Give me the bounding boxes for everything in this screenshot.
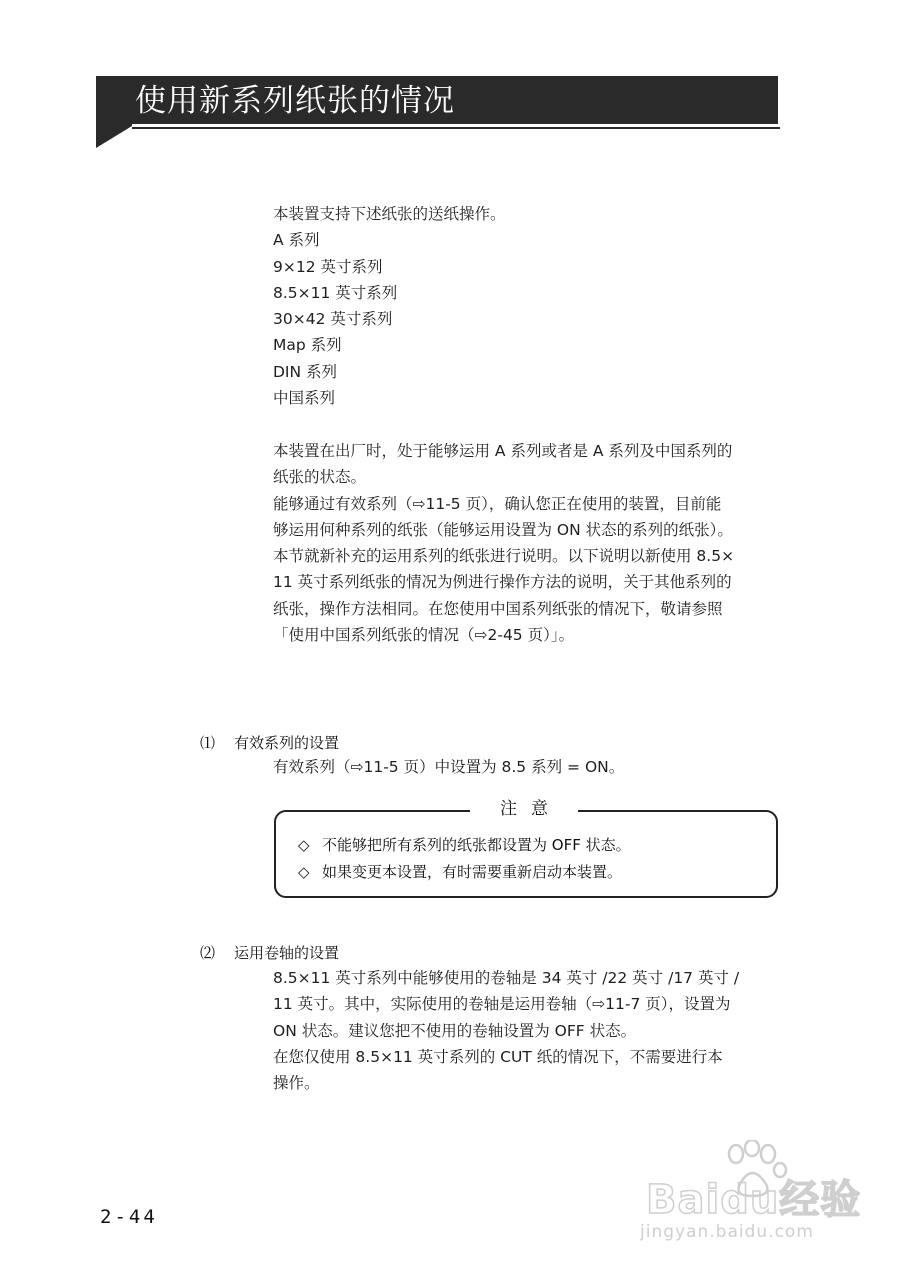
section2-heading: [200, 941, 339, 965]
series-item: Map 系列: [273, 336, 342, 355]
section2-body: [273, 965, 785, 1096]
section1-title: 有效系列的设置: [234, 734, 340, 752]
description-line: 能够通过有效系列（⇨11-5 页），确认您正在使用的装置，目前能: [273, 494, 722, 513]
baidu-watermark: [640, 1140, 880, 1250]
diamond-bullet-icon: ◇: [298, 836, 310, 854]
series-item: 30×42 英寸系列: [273, 310, 393, 329]
section1-body: 有效系列（⇨11-5 页）中设置为 8.5 系列 = ON。: [273, 758, 625, 776]
section1-heading: [200, 731, 339, 755]
banner-rule: [132, 124, 780, 126]
watermark-url: jingyan.baidu.com: [640, 1222, 814, 1242]
note-item: [298, 832, 631, 859]
note-item-text: 如果变更本设置，有时需要重新启动本装置。: [322, 863, 623, 881]
diamond-bullet-icon: ◇: [298, 863, 310, 881]
description-line: 「使用中国系列纸张的情况（⇨2-45 页）」。: [273, 626, 575, 645]
note-item: [298, 859, 631, 886]
section2-number: ⑵: [200, 944, 216, 962]
section2-line: 在您仅使用 8.5×11 英寸系列的 CUT 纸的情况下，不需要进行本: [273, 1047, 723, 1066]
series-item: 8.5×11 英寸系列: [273, 283, 398, 302]
page-number: 2-44: [100, 1206, 158, 1228]
description-line: 纸张，操作方法相同。在您使用中国系列纸张的情况下，敬请参照: [273, 599, 723, 618]
intro-block: [273, 201, 785, 411]
note-list: [298, 832, 631, 886]
section2-line: 11 英寸。其中，实际使用的卷轴是运用卷轴（⇨11-7 页），设置为: [273, 995, 731, 1014]
description-line: 11 英寸系列纸张的情况为例进行操作方法的说明，关于其他系列的: [273, 573, 732, 592]
section2-line: ON 状态。建议您把不使用的卷轴设置为 OFF 状态。: [273, 1021, 637, 1040]
series-item: 中国系列: [273, 389, 336, 408]
description-line: 本节就新补充的运用系列的纸张进行说明。以下说明以新使用 8.5×: [273, 547, 735, 566]
section2-line: 8.5×11 英寸系列中能够使用的卷轴是 34 英寸 /22 英寸 /17 英寸 /: [273, 969, 740, 987]
intro-lead: 本装置支持下述纸张的送纸操作。: [273, 205, 506, 223]
description-paragraph: [273, 438, 785, 648]
note-item-text: 不能够把所有系列的纸张都设置为 OFF 状态。: [322, 836, 631, 854]
description-line: 纸张的状态。: [273, 468, 367, 487]
description-line: 够运用何种系列的纸张（能够运用设置为 ON 状态的系列的纸张）。: [273, 520, 733, 539]
series-item: 9×12 英寸系列: [273, 257, 383, 276]
watermark-logo: Baidu经验: [646, 1177, 862, 1223]
section2-line: 操作。: [273, 1074, 320, 1093]
note-title: 注意: [470, 796, 578, 822]
series-item: A 系列: [273, 231, 320, 250]
banner-underline: [132, 127, 780, 129]
series-item: DIN 系列: [273, 362, 338, 381]
banner-fold: [96, 126, 132, 148]
page-title: 使用新系列纸张的情况: [135, 83, 455, 119]
section2-title: 运用卷轴的设置: [234, 944, 340, 962]
description-line: 本装置在出厂时，处于能够运用 A 系列或者是 A 系列及中国系列的: [273, 442, 733, 460]
section1-number: ⑴: [200, 734, 216, 752]
